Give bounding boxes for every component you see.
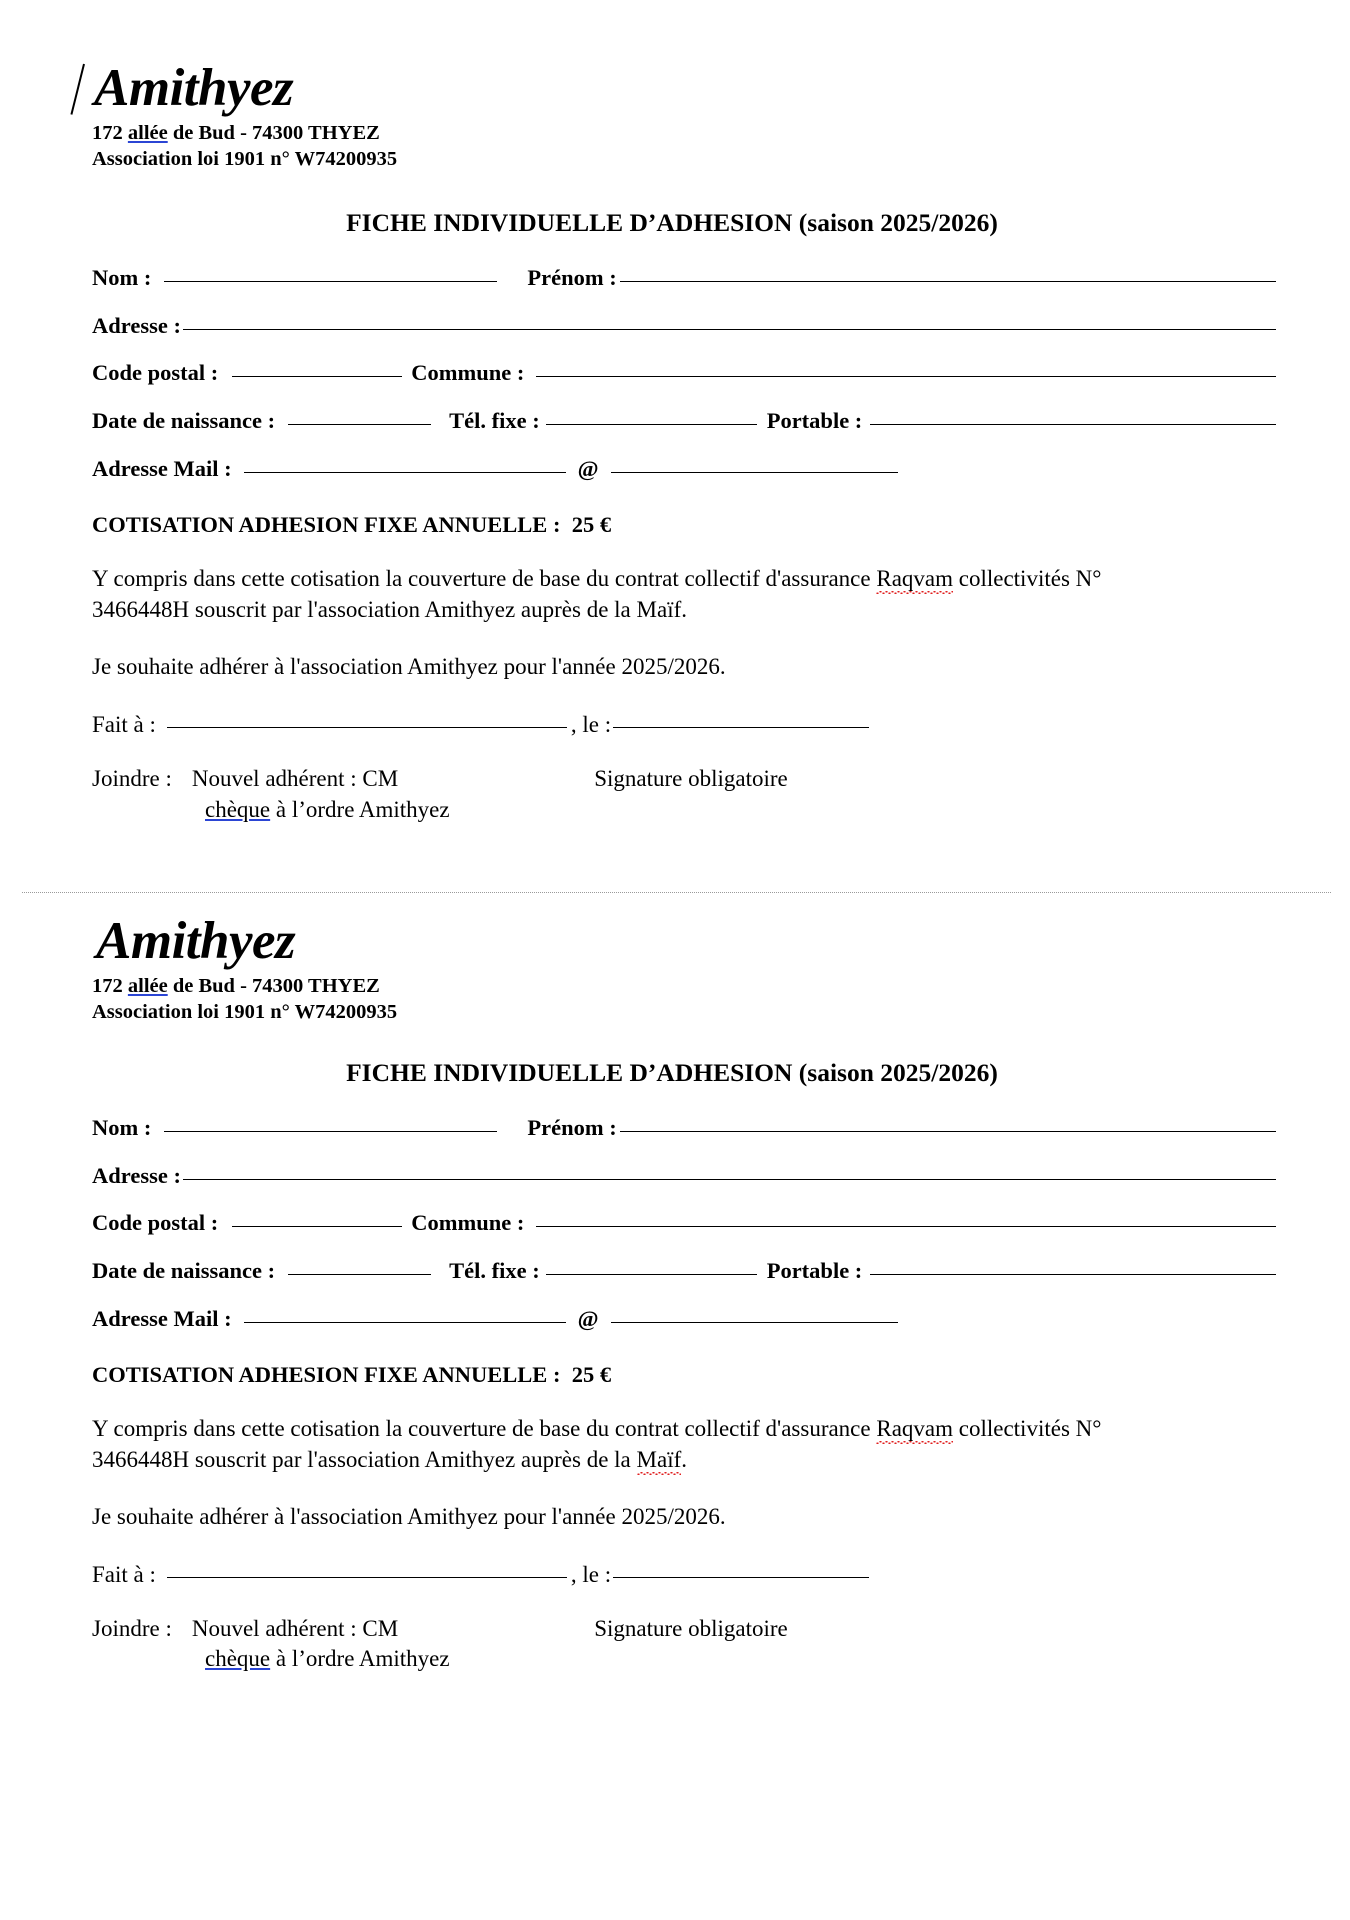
code-postal-label: Code postal : xyxy=(92,360,219,386)
signature-required-note: Signature obligatoire xyxy=(594,766,788,792)
insurance-text-b: collectivités N° 3466448H souscrit par l'association Amithyez auprès de la xyxy=(92,566,1102,623)
commune-label-2: Commune : xyxy=(411,1210,525,1236)
insurance-text-b-2: collectivités N° 3466448H souscrit par l'association Amithyez auprès de la xyxy=(92,1416,1102,1472)
logo-wrap xyxy=(92,59,294,117)
org-address xyxy=(92,120,1276,146)
joindre-keyword-2: Joindre : xyxy=(92,1616,172,1642)
date-input-rule-2[interactable] xyxy=(613,1577,869,1578)
joindre-item-new-member: Nouvel adhérent : CM xyxy=(191,766,399,792)
insurance-text-c: . xyxy=(681,597,687,623)
adresse-label: Adresse : xyxy=(92,313,181,339)
code-postal-label-2: Code postal : xyxy=(92,1210,219,1236)
org-association-number: Association loi 1901 n° W74200935 xyxy=(92,148,398,171)
date-naissance-label-2: Date de naissance : xyxy=(92,1258,276,1284)
at-symbol-2: @ xyxy=(577,1306,599,1332)
fait-a-input-rule[interactable] xyxy=(167,727,567,728)
nom-label-2: Nom : xyxy=(92,1115,152,1141)
insurance-paragraph-2 xyxy=(92,1388,1152,1475)
joindre-block-2 xyxy=(92,1588,1276,1675)
spellcheck-word-maif-2: Maïf xyxy=(637,1447,682,1475)
prenom-input-rule[interactable] xyxy=(620,281,1276,282)
prenom-input-rule-2[interactable] xyxy=(620,1131,1276,1132)
membership-request-paragraph: Je souhaite adhérer à l'association Amithyez pour l'année 2025/2026. xyxy=(92,653,726,679)
adresse-mail-label: Adresse Mail : xyxy=(92,456,232,482)
le-label: , le : xyxy=(570,712,612,738)
spellcheck-word-raqvam-2: Raqvam xyxy=(876,1416,953,1444)
slash-stroke-icon xyxy=(70,64,85,115)
portable-label-2: Portable : xyxy=(766,1258,863,1284)
joindre-second-line-2 xyxy=(92,1644,1276,1674)
cotisation-amount: 25 € xyxy=(571,512,612,538)
page-title: FICHE INDIVIDUELLE D’ADHESION (saison 2025/2026) xyxy=(346,208,998,238)
insurance-paragraph xyxy=(92,538,1152,625)
cheque-link-2[interactable]: chèque xyxy=(205,1646,271,1672)
adresse-input-rule-2[interactable] xyxy=(183,1179,1276,1180)
cotisation-label-2: COTISATION ADHESION FIXE ANNUELLE : xyxy=(92,1362,561,1388)
portable-label: Portable : xyxy=(766,408,863,434)
spellcheck-word-raqvam: Raqvam xyxy=(876,566,953,594)
field-row-nom-prenom-2 xyxy=(92,1115,1276,1141)
insurance-maif: Maïf xyxy=(636,597,682,623)
date-naissance-label: Date de naissance : xyxy=(92,408,276,434)
page-title-2: FICHE INDIVIDUELLE D’ADHESION (saison 2025/2026) xyxy=(346,1058,998,1088)
org-address-2 xyxy=(92,973,1276,999)
letterhead-2 xyxy=(92,911,1276,1025)
adhesion-form-copy-2 xyxy=(0,893,1350,1675)
address-street-underlined: allée xyxy=(127,122,168,144)
field-row-codepostal-commune xyxy=(92,360,1276,386)
address-street-underlined-2: allée xyxy=(127,974,168,997)
letterhead xyxy=(92,59,1276,172)
fait-a-label-2: Fait à : xyxy=(92,1562,156,1588)
address-number-2: 172 xyxy=(92,974,128,997)
signature-date-row-2 xyxy=(92,1532,1276,1588)
nom-input-rule-2[interactable] xyxy=(164,1131,497,1132)
mail-domain-input-rule[interactable] xyxy=(611,472,898,473)
joindre-first-line xyxy=(92,764,1276,794)
address-rest-2: de Bud - 74300 THYEZ xyxy=(167,974,380,997)
cotisation-amount-2: 25 € xyxy=(571,1362,612,1388)
insurance-text-a: Y compris dans cette cotisation la couverture de base du contrat collectif d'assurance xyxy=(92,566,877,592)
mail-domain-input-rule-2[interactable] xyxy=(611,1322,898,1323)
prenom-label: Prénom : xyxy=(527,265,617,291)
code-postal-input-rule[interactable] xyxy=(232,376,402,377)
joindre-second-line xyxy=(92,795,1276,825)
date-naissance-input-rule[interactable] xyxy=(288,424,431,425)
field-row-mail xyxy=(92,456,1276,482)
cotisation-label: COTISATION ADHESION FIXE ANNUELLE : xyxy=(92,512,561,538)
membership-request-paragraph-2: Je souhaite adhérer à l'association Amithyez pour l'année 2025/2026. xyxy=(92,1503,726,1529)
portable-input-rule-2[interactable] xyxy=(870,1274,1276,1275)
joindre-block xyxy=(92,738,1276,825)
field-row-mail-2 xyxy=(92,1306,1276,1332)
field-row-nom-prenom xyxy=(92,265,1276,291)
mail-local-input-rule-2[interactable] xyxy=(244,1322,566,1323)
portable-input-rule[interactable] xyxy=(870,424,1276,425)
commune-label: Commune : xyxy=(411,360,525,386)
cotisation-line xyxy=(92,482,1276,538)
fait-a-label: Fait à : xyxy=(92,712,156,738)
org-association-number-2: Association loi 1901 n° W74200935 xyxy=(92,1001,398,1024)
joindre-item-new-member-2: Nouvel adhérent : CM xyxy=(191,1616,399,1642)
cotisation-line-2 xyxy=(92,1332,1276,1388)
signature-required-note-2: Signature obligatoire xyxy=(594,1616,788,1642)
date-naissance-input-rule-2[interactable] xyxy=(288,1274,431,1275)
tel-fixe-label: Tél. fixe : xyxy=(449,408,540,434)
mail-local-input-rule[interactable] xyxy=(244,472,566,473)
adresse-input-rule[interactable] xyxy=(183,329,1276,330)
commune-input-rule-2[interactable] xyxy=(536,1226,1276,1227)
field-row-naissance-tel-portable-2 xyxy=(92,1258,1276,1284)
address-number: 172 xyxy=(92,122,128,144)
joindre-first-line-2 xyxy=(92,1614,1276,1644)
logo-wrap-2 xyxy=(92,911,296,970)
tel-fixe-input-rule-2[interactable] xyxy=(546,1274,757,1275)
field-row-naissance-tel-portable xyxy=(92,408,1276,434)
field-row-adresse xyxy=(92,313,1276,339)
nom-label: Nom : xyxy=(92,265,152,291)
tel-fixe-label-2: Tél. fixe : xyxy=(449,1258,540,1284)
org-logo-text: Amithyez xyxy=(94,59,294,117)
tel-fixe-input-rule[interactable] xyxy=(546,424,757,425)
cheque-rest-text-2: à l’ordre Amithyez xyxy=(270,1646,450,1672)
prenom-label-2: Prénom : xyxy=(527,1115,617,1141)
commune-input-rule[interactable] xyxy=(536,376,1276,377)
at-symbol: @ xyxy=(577,456,599,482)
joindre-keyword: Joindre : xyxy=(92,766,172,792)
le-label-2: , le : xyxy=(570,1562,612,1588)
field-row-adresse-2 xyxy=(92,1163,1276,1189)
adresse-label-2: Adresse : xyxy=(92,1163,181,1189)
code-postal-input-rule-2[interactable] xyxy=(232,1226,402,1227)
signature-date-row xyxy=(92,682,1276,738)
cheque-link[interactable]: chèque xyxy=(205,796,271,822)
adhesion-form-copy-1 xyxy=(0,0,1350,825)
adresse-mail-label-2: Adresse Mail : xyxy=(92,1306,232,1332)
org-logo-text-2: Amithyez xyxy=(96,911,296,970)
insurance-text-a-2: Y compris dans cette cotisation la couverture de base du contrat collectif d'assurance xyxy=(92,1416,877,1442)
address-rest: de Bud - 74300 THYEZ xyxy=(167,122,380,144)
fait-a-input-rule-2[interactable] xyxy=(167,1577,567,1578)
insurance-text-c-2: . xyxy=(681,1446,687,1472)
cheque-rest-text: à l’ordre Amithyez xyxy=(270,796,450,822)
date-input-rule[interactable] xyxy=(613,727,869,728)
field-row-codepostal-commune-2 xyxy=(92,1210,1276,1236)
nom-input-rule[interactable] xyxy=(164,281,497,282)
